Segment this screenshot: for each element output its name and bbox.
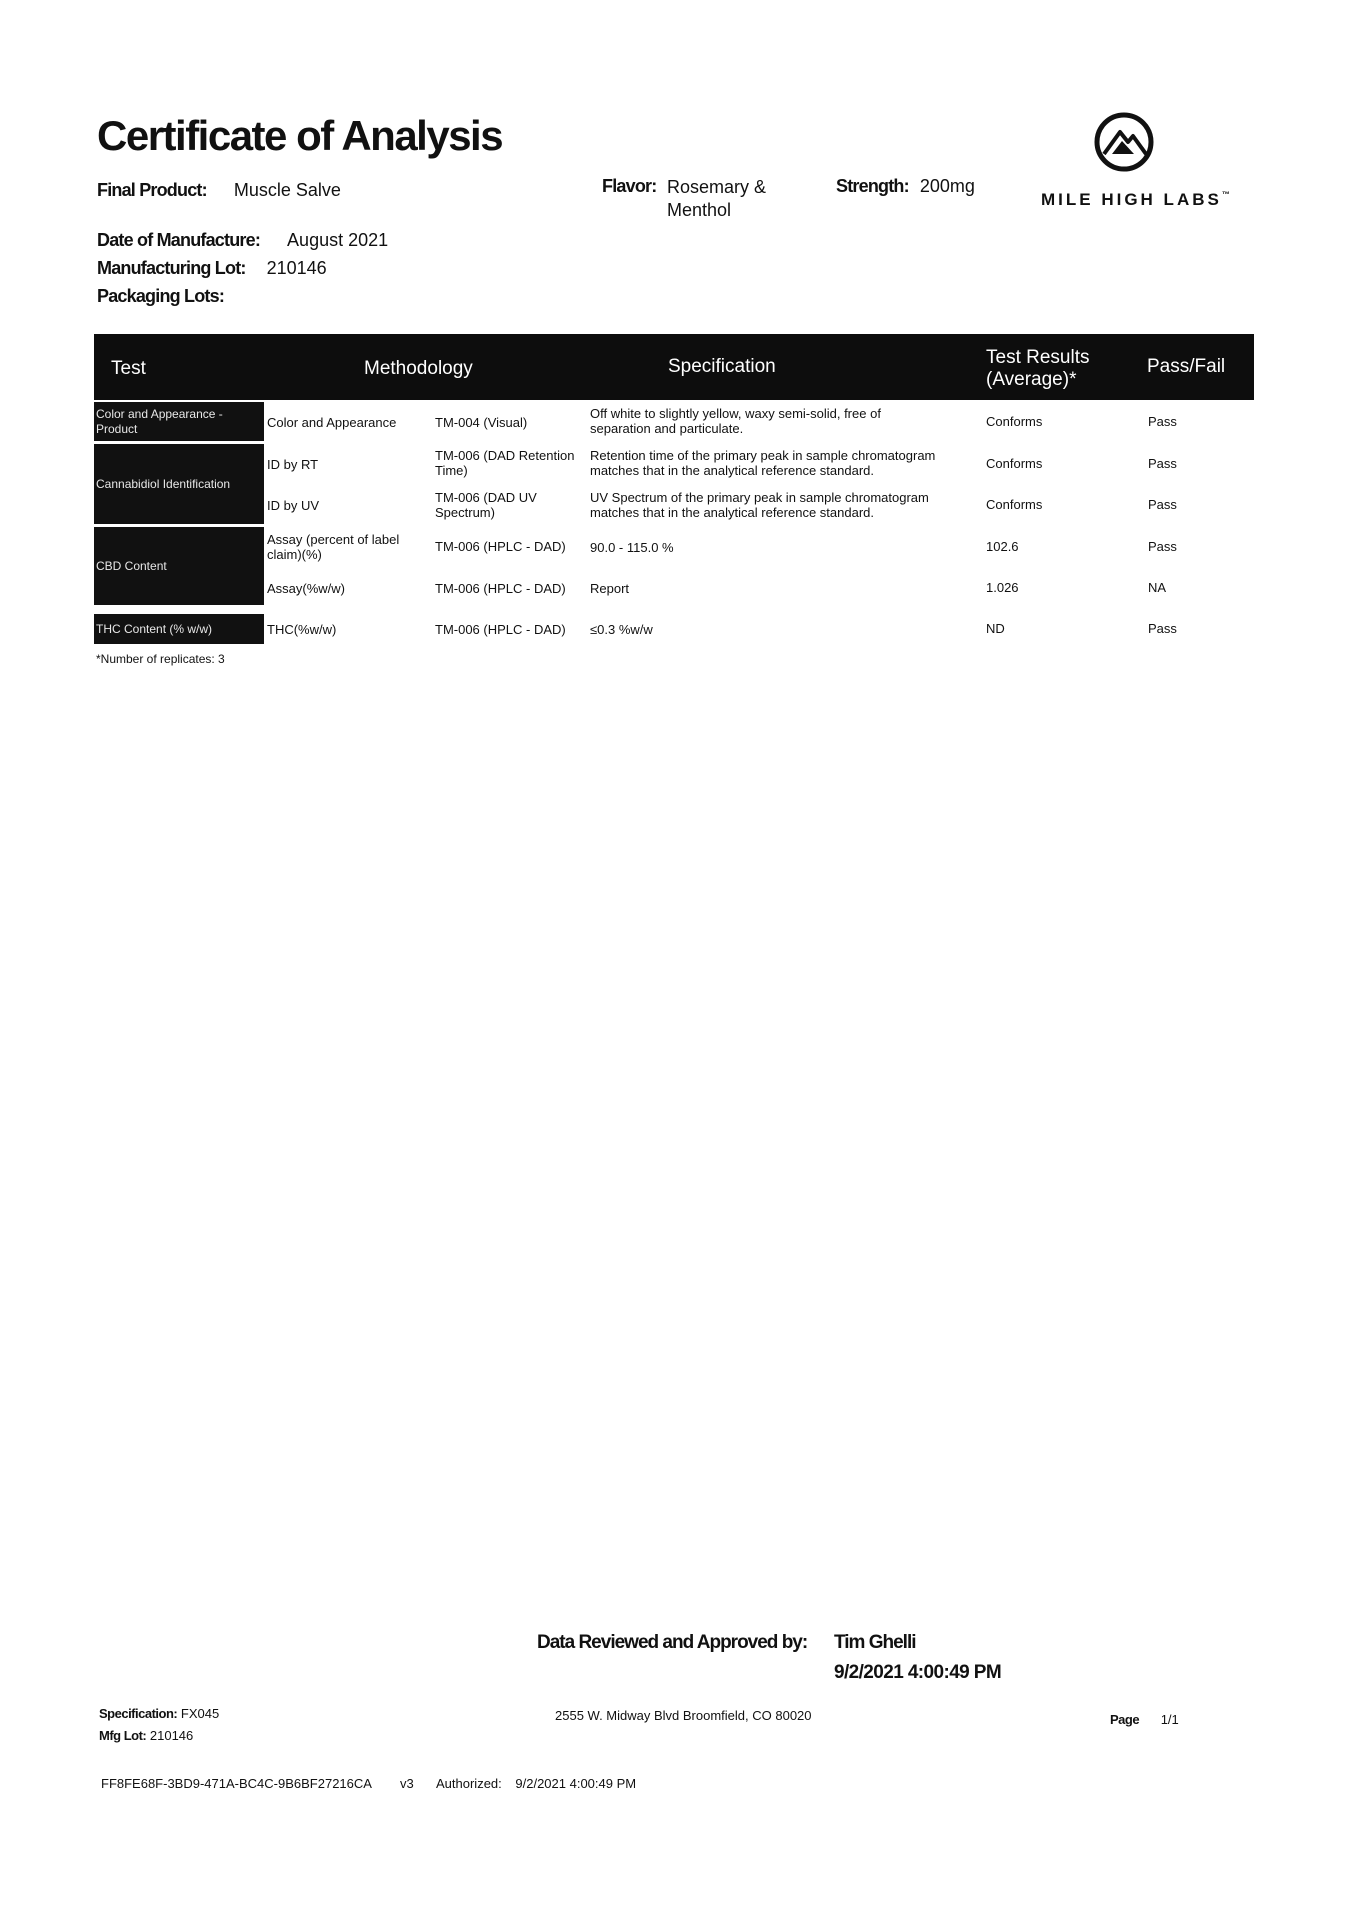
row-3-passfail: Pass xyxy=(1148,539,1177,554)
footer-version: v3 xyxy=(400,1776,414,1791)
header-results-line-1: Test Results xyxy=(986,347,1090,368)
footer-mfg-lot-value: 210146 xyxy=(149,1728,194,1743)
spec-line: Retention time of the primary peak in sample chromatogram xyxy=(590,448,936,463)
manufacturing-lot-label: Manufacturing Lot: xyxy=(97,258,246,278)
header-test-results xyxy=(986,347,1089,391)
category-cbd-content xyxy=(94,527,264,605)
row-3-result: 102.6 xyxy=(986,539,1019,554)
row-2-spec xyxy=(590,490,929,520)
footer-spec-label: Specification: xyxy=(99,1706,178,1721)
manufacturing-lot-value: 210146 xyxy=(266,258,327,278)
category-thc-content xyxy=(94,614,264,644)
header-specification: Specification xyxy=(668,356,776,377)
footer-authorized-value: 9/2/2021 4:00:49 PM xyxy=(515,1776,637,1791)
row-2-passfail: Pass xyxy=(1148,497,1177,512)
row-0-method: TM-004 (Visual) xyxy=(435,415,528,430)
flavor-value xyxy=(667,176,766,222)
row-1-method xyxy=(435,448,574,478)
spec-line: Off white to slightly yellow, waxy semi-solid, free of xyxy=(590,406,881,421)
row-5-passfail: Pass xyxy=(1148,621,1177,636)
footer-authorized-label: Authorized: xyxy=(436,1776,502,1791)
row-1-spec xyxy=(590,448,935,478)
footer-specification xyxy=(99,1706,219,1721)
method-line: TM-006 (DAD UV xyxy=(435,490,537,505)
approval-datetime: 9/2/2021 4:00:49 PM xyxy=(834,1662,1002,1683)
footer-mfg-lot-label: Mfg Lot: xyxy=(99,1728,147,1743)
mountain-circle-icon xyxy=(1092,110,1156,174)
category-label: Cannabidiol Identification xyxy=(96,476,231,491)
manufacture-date-value: August 2021 xyxy=(287,230,389,250)
manufacturing-lot-row xyxy=(97,258,327,279)
spec-line: separation and particulate. xyxy=(590,421,744,436)
flavor-label: Flavor: xyxy=(602,176,657,196)
footer-page xyxy=(1110,1712,1179,1727)
strength-value: 200mg xyxy=(919,176,975,196)
row-0-test: Color and Appearance xyxy=(267,415,397,430)
replicates-footnote: *Number of replicates: 3 xyxy=(96,652,225,666)
final-product-row xyxy=(97,180,341,201)
footer-authorized xyxy=(436,1776,636,1791)
strength-row xyxy=(836,176,975,197)
row-2-method xyxy=(435,490,537,520)
row-0-spec xyxy=(590,406,881,436)
flavor-line-2: Menthol xyxy=(667,200,732,220)
row-3-test xyxy=(267,532,399,562)
row-1-test: ID by RT xyxy=(267,457,319,472)
row-2-test: ID by UV xyxy=(267,498,320,513)
category-label: THC Content (% w/w) xyxy=(96,621,213,636)
method-line: TM-006 (DAD Retention xyxy=(435,448,575,463)
footer-doc-id: FF8FE68F-3BD9-471A-BC4C-9B6BF27216CA xyxy=(101,1776,372,1791)
test-line: Assay (percent of label xyxy=(267,532,400,547)
table-header xyxy=(94,334,1254,400)
approval-label: Data Reviewed and Approved by: xyxy=(537,1632,808,1653)
category-color-appearance xyxy=(94,402,264,441)
strength-label: Strength: xyxy=(836,176,909,196)
row-1-result: Conforms xyxy=(986,456,1043,471)
row-1-passfail: Pass xyxy=(1148,456,1177,471)
row-5-spec: ≤0.3 %w/w xyxy=(590,622,653,637)
manufacture-date-row xyxy=(97,230,388,251)
category-label: CBD Content xyxy=(96,558,167,573)
footer-page-label: Page xyxy=(1110,1712,1140,1727)
row-0-result: Conforms xyxy=(986,414,1043,429)
header-methodology: Methodology xyxy=(364,358,473,379)
spec-line: matches that in the analytical reference standard. xyxy=(590,505,874,520)
category-label-line: Product xyxy=(96,421,138,436)
logo-text: MILE HIGH LABS xyxy=(1041,190,1222,209)
spec-line: matches that in the analytical reference standard. xyxy=(590,463,874,478)
row-4-test: Assay(%w/w) xyxy=(267,581,346,596)
final-product-value: Muscle Salve xyxy=(233,180,341,200)
final-product-label: Final Product: xyxy=(97,180,207,200)
header-pass-fail: Pass/Fail xyxy=(1147,356,1226,377)
row-0-passfail: Pass xyxy=(1148,414,1177,429)
category-label-line: Color and Appearance - xyxy=(96,406,223,421)
footer-page-value: 1/1 xyxy=(1160,1712,1179,1727)
row-4-method: TM-006 (HPLC - DAD) xyxy=(435,581,566,596)
method-line: Spectrum) xyxy=(435,505,495,520)
logo-trademark: ™ xyxy=(1221,190,1233,199)
footer-spec-value: FX045 xyxy=(180,1706,220,1721)
row-2-result: Conforms xyxy=(986,497,1043,512)
logo-wordmark xyxy=(1041,190,1233,210)
row-4-spec: Report xyxy=(590,581,630,596)
footer-address: 2555 W. Midway Blvd Broomfield, CO 80020 xyxy=(555,1708,812,1723)
row-5-method: TM-006 (HPLC - DAD) xyxy=(435,622,566,637)
packaging-lots-label: Packaging Lots: xyxy=(97,286,225,306)
spec-line: UV Spectrum of the primary peak in sample chromatogram xyxy=(590,490,929,505)
row-5-result: ND xyxy=(986,621,1005,636)
row-3-method: TM-006 (HPLC - DAD) xyxy=(435,539,566,554)
row-4-result: 1.026 xyxy=(986,580,1019,595)
row-3-spec: 90.0 - 115.0 % xyxy=(590,540,674,555)
flavor-line-1: Rosemary & xyxy=(667,177,767,197)
document-title: Certificate of Analysis xyxy=(97,112,503,159)
footer-mfg-lot xyxy=(99,1728,193,1743)
category-cannabidiol-identification xyxy=(94,444,264,524)
row-4-passfail: NA xyxy=(1148,580,1167,595)
test-line: claim)(%) xyxy=(267,547,322,562)
header-results-line-2: (Average)* xyxy=(986,369,1077,390)
manufacture-date-label: Date of Manufacture: xyxy=(97,230,261,250)
method-line: Time) xyxy=(435,463,468,478)
header-test: Test xyxy=(111,358,146,379)
approver-name: Tim Ghelli xyxy=(834,1632,916,1653)
row-5-test: THC(%w/w) xyxy=(267,622,337,637)
